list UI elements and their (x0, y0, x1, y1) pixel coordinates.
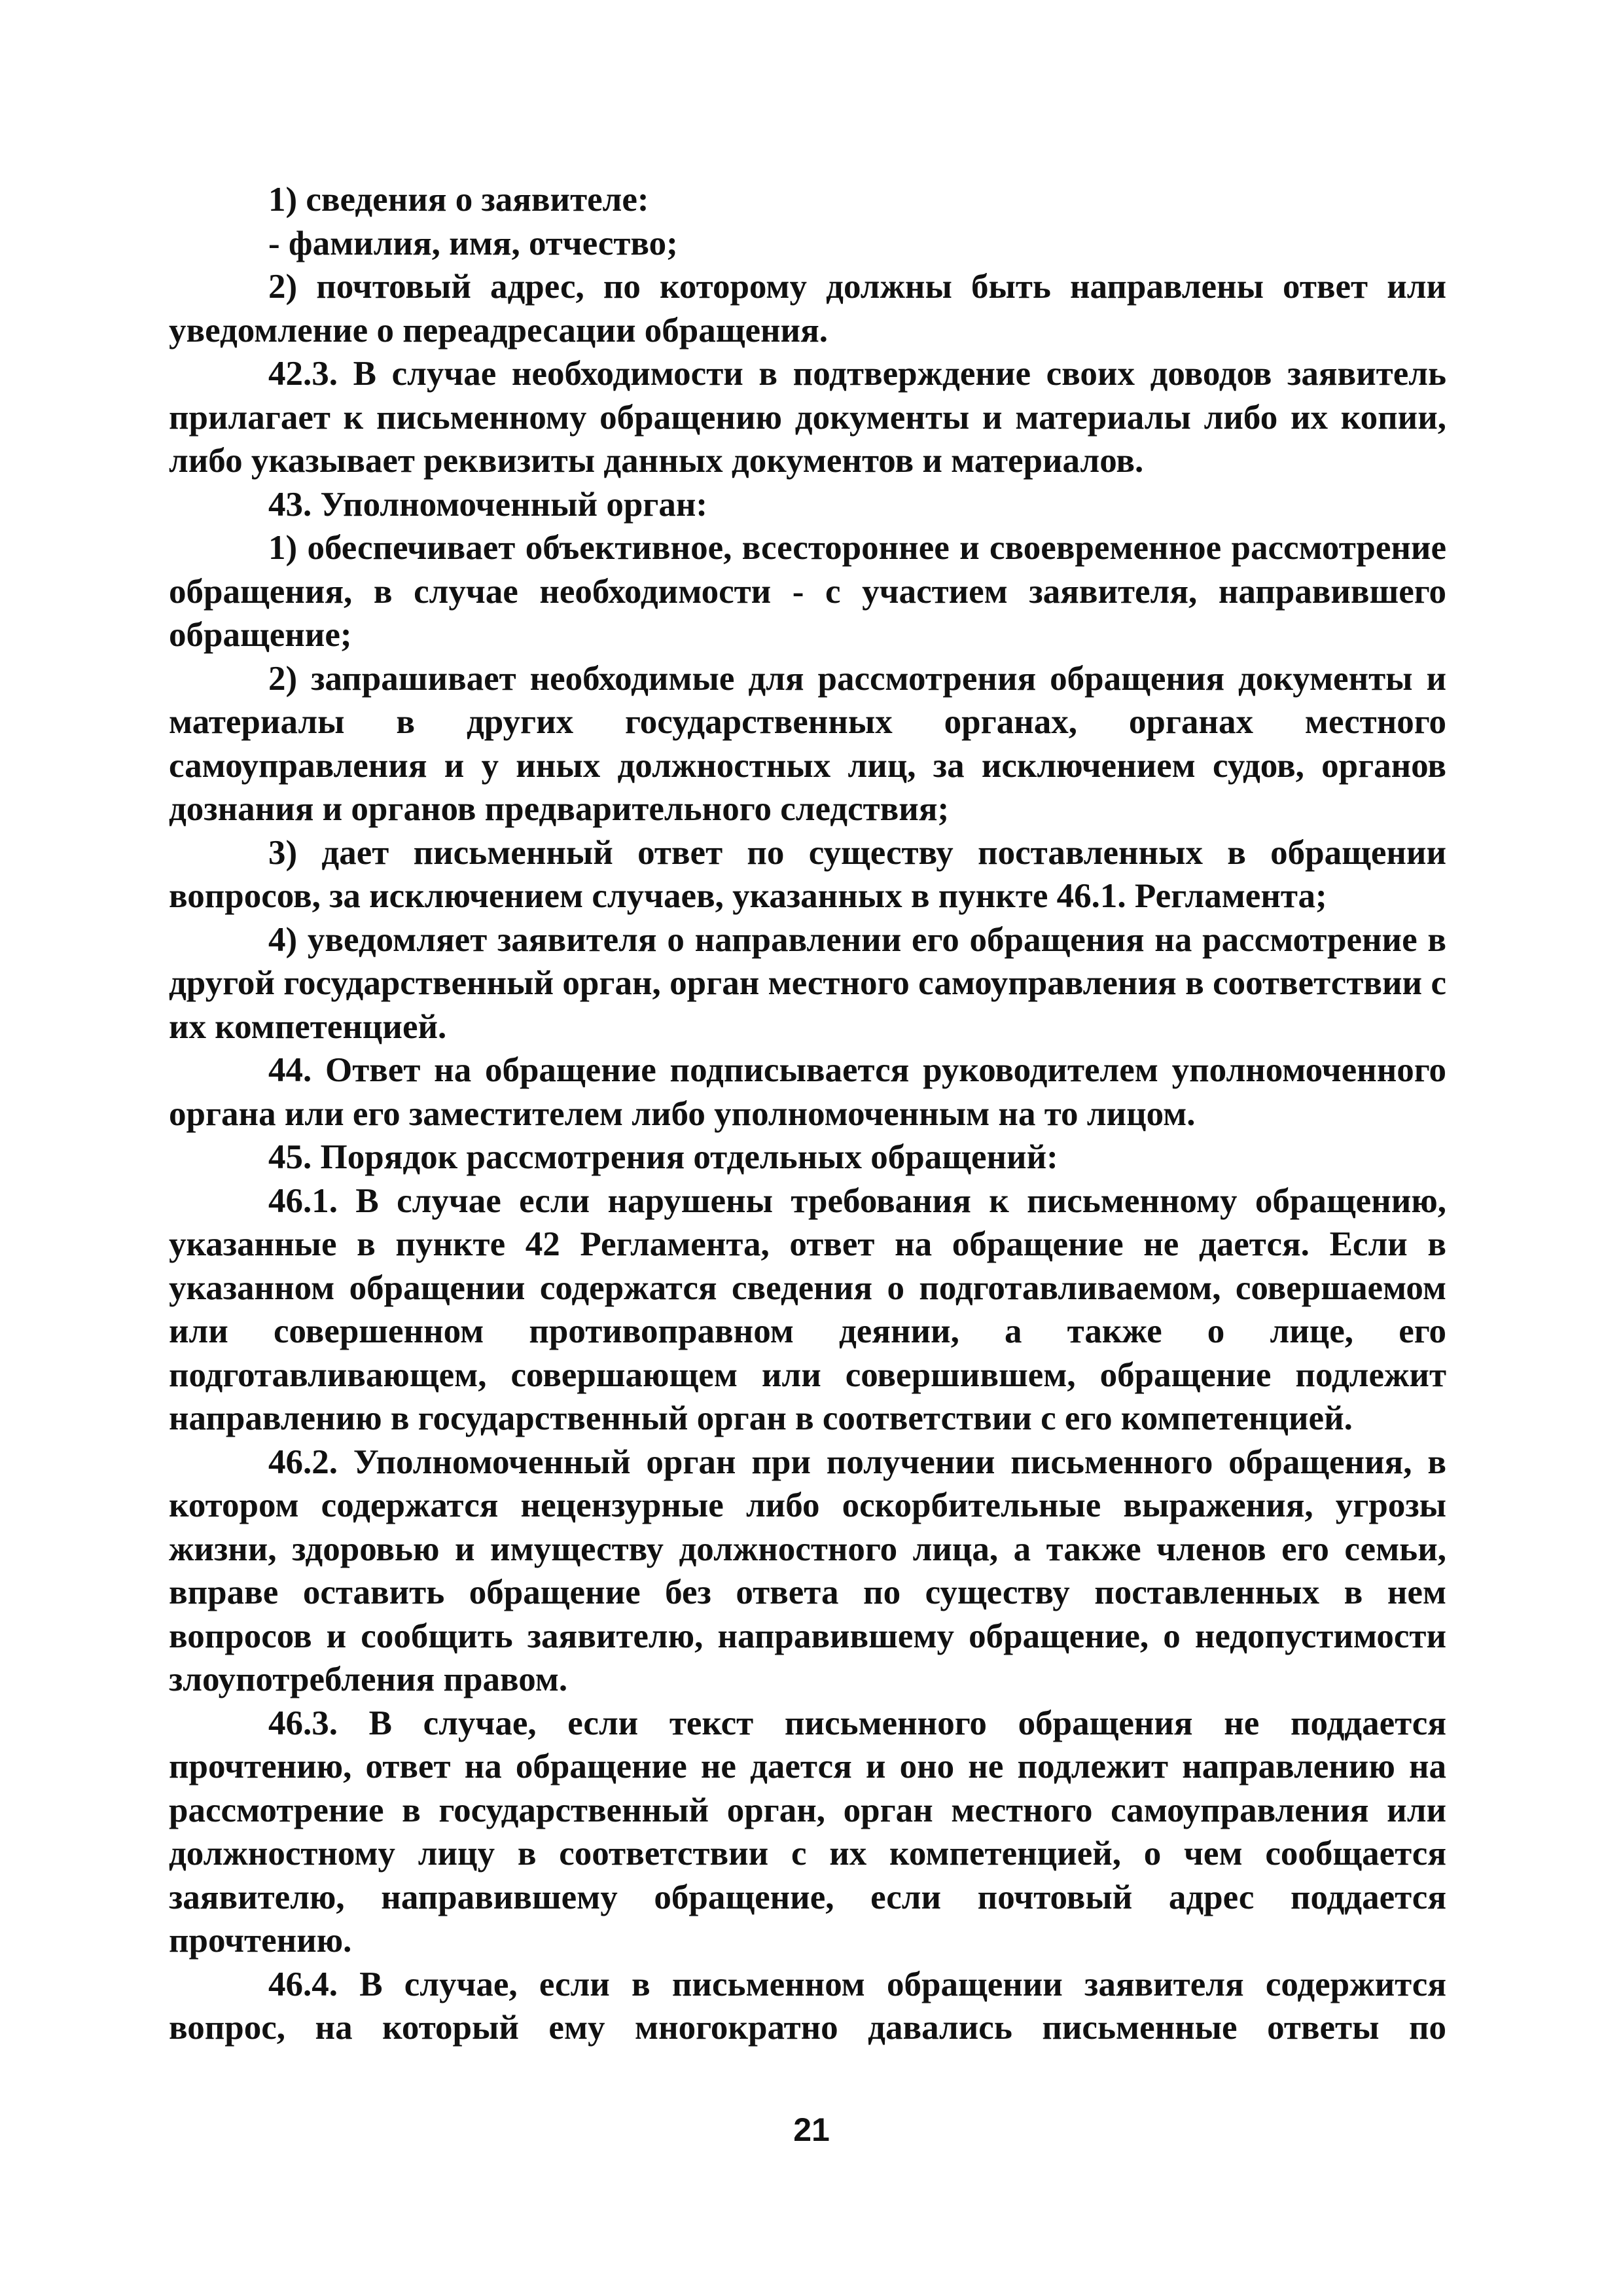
paragraph-44: 44. Ответ на обращение подписывается руководителем уполномоченного органа или его заместителем либо уполномоченным на то лицом. (169, 1051, 1446, 1133)
paragraph-46-4: 46.4. В случае, если в письменном обращении заявителя содержится вопрос, на который ему многократно давались письменные ответы по (169, 1965, 1446, 2047)
paragraph-applicant-info: 1) сведения о заявителе: (268, 181, 649, 219)
paragraph-postal-address: 2) почтовый адрес, по которому должны быть направлены ответ или уведомление о переадресации обращения. (169, 268, 1446, 350)
paragraph-46-3: 46.3. В случае, если текст письменного обращения не поддается прочтению, ответ на обращение не дается и оно не подлежит направлению на рассмотрение в государственный орган, орган местного самоуправления или должностному лицу в соответствии с их компетенцией, о чем сообщается заявителю, направившему обращение, если почтовый адрес поддается прочтению. (169, 1704, 1446, 1960)
paragraph-43-item-1: 1) обеспечивает объективное, всестороннее и своевременное рассмотрение обращения, в случае необходимости - с участием заявителя, направившего обращение; (169, 529, 1446, 654)
paragraph-43-item-3: 3) дает письменный ответ по существу поставленных в обращении вопросов, за исключением случаев, указанных в пункте 46.1. Регламента; (169, 833, 1446, 915)
page-number: 21 (793, 2111, 830, 2148)
paragraph-full-name: - фамилия, имя, отчество; (268, 224, 678, 262)
paragraph-43-item-4: 4) уведомляет заявителя о направлении его обращения на рассмотрение в другой государственный орган, орган местного самоуправления в соответствии с их компетенцией. (169, 920, 1446, 1046)
paragraph-42-3: 42.3. В случае необходимости в подтверждение своих доводов заявитель прилагает к письменному обращению документы и материалы либо их копии, либо указывает реквизиты данных документов и материалов. (169, 355, 1446, 480)
paragraph-46-1: 46.1. В случае если нарушены требования к письменному обращению, указанные в пункте 42 Регламента, ответ на обращение не дается. Если в указанном обращении содержатся сведения о подготавливаемом, совершаемом или совершенном противоправном деянии, а также о лице, его подготавливающем, совершающем или совершившем, обращение подлежит направлению в государственный орган в соответствии с его компетенцией. (169, 1181, 1446, 1437)
paragraph-43-heading: 43. Уполномоченный орган: (268, 485, 708, 524)
paragraph-45: 45. Порядок рассмотрения отдельных обращений: (268, 1138, 1058, 1176)
page-body (169, 178, 1446, 2050)
paragraph-43-item-2: 2) запрашивает необходимые для рассмотрения обращения документы и материалы в других государственных органах, органах местного самоуправления и у иных должностных лиц, за исключением судов, органов дознания и органов предварительного следствия; (169, 659, 1446, 828)
paragraph-46-2: 46.2. Уполномоченный орган при получении письменного обращения, в котором содержатся нецензурные либо оскорбительные выражения, угрозы жизни, здоровью и имуществу должностного лица, а также членов его семьи, вправе оставить обращение без ответа по существу поставленных в нем вопросов и сообщить заявителю, направившему обращение, о недопустимости злоупотребления правом. (169, 1443, 1446, 1698)
